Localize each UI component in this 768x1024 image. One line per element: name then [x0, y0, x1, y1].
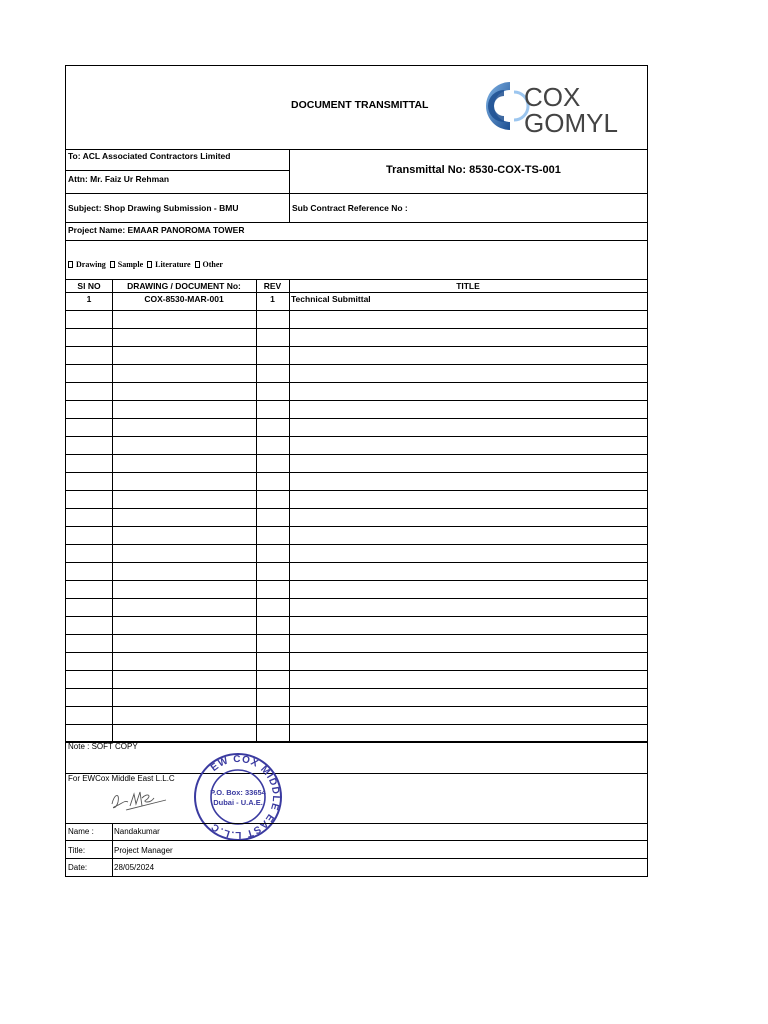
col-header-sl: Sl NO	[77, 281, 101, 291]
subject-field: Subject: Shop Drawing Submission - BMU	[68, 203, 239, 213]
table-cell-sl: 1	[86, 294, 92, 304]
title-label: Title:	[68, 846, 86, 855]
project-name-field: Project Name: EMAAR PANOROMA TOWER	[68, 225, 245, 235]
table-cell-title: Technical Submittal	[291, 294, 371, 304]
literature-checkbox[interactable]: Literature	[147, 260, 190, 269]
sample-checkbox[interactable]: Sample	[110, 260, 143, 269]
col-header-title: TITLE	[456, 281, 480, 291]
company-stamp	[192, 751, 284, 843]
col-header-rev: REV	[263, 281, 282, 291]
transmittal-sheet	[65, 65, 648, 877]
name-label: Name :	[68, 827, 94, 836]
to-field: To: ACL Associated Contractors Limited	[68, 151, 231, 161]
svg-text:EW COX MIDDLE EAST L.L.C: EW COX MIDDLE EAST L.L.C	[208, 753, 282, 841]
date-label: Date:	[68, 863, 88, 872]
for-company-field: For EWCox Middle East L.L.C	[68, 774, 175, 783]
company-logo	[478, 76, 628, 136]
title-value: Project Manager	[114, 846, 173, 855]
svg-text:P.O. Box: 33654: P.O. Box: 33654	[210, 788, 266, 797]
signature-scribble-icon	[106, 784, 176, 814]
other-checkbox[interactable]: Other	[195, 260, 223, 269]
table-cell-drawing: COX-8530-MAR-001	[144, 294, 224, 304]
sub-contract-field: Sub Contract Reference No :	[292, 203, 408, 213]
svg-text:Dubai - U.A.E.: Dubai - U.A.E.	[213, 798, 263, 807]
logo-text-gomyl: GOMYL	[524, 108, 618, 136]
company-seal-icon	[192, 751, 284, 843]
attn-field: Attn: Mr. Faiz Ur Rehman	[68, 174, 170, 184]
cox-gomyl-logo-icon	[478, 76, 628, 136]
transmittal-number: Transmittal No: 8530-COX-TS-001	[386, 164, 561, 176]
signature	[106, 784, 176, 814]
table-cell-rev: 1	[270, 294, 275, 304]
col-header-drawing: DRAWING / DOCUMENT No:	[127, 281, 241, 291]
logo-text-cox: COX	[524, 82, 581, 112]
document-title: DOCUMENT TRANSMITTAL	[291, 99, 429, 111]
date-value: 28/05/2024	[114, 863, 155, 872]
note-field: Note : SOFT COPY	[68, 742, 138, 751]
drawing-checkbox[interactable]: Drawing	[68, 260, 106, 269]
doc-type-options	[68, 259, 223, 271]
name-value: Nandakumar	[114, 827, 160, 836]
